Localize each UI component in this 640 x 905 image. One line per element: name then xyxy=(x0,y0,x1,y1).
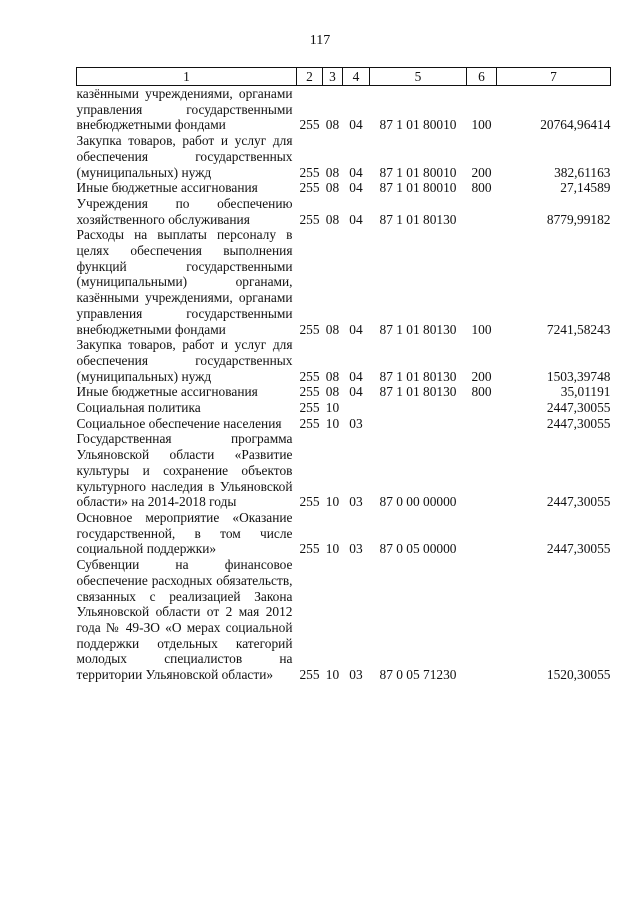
row-name: Субвенции на финансовое обеспечение расходных обязательств, связанных с реализацией Закона Ульяновской области от 2 мая 2012 года № 49-ЗО «О мерах социальной поддержки отдельных категорий молодых специалистов на территории Ульяновской области» xyxy=(76,557,293,683)
row-name: Учреждения по обеспечению хозяйственного обслуживания xyxy=(76,195,293,227)
header-row xyxy=(77,68,611,86)
table-row xyxy=(77,86,611,134)
row-code: 255 xyxy=(299,415,320,431)
row-section: 08 xyxy=(325,384,340,400)
table-row xyxy=(77,337,611,384)
row-section: 10 xyxy=(325,415,340,431)
column-header-3: 3 xyxy=(323,68,343,86)
row-amount: 20764,96414 xyxy=(540,117,611,133)
row-target-article: 87 1 01 80010 xyxy=(379,164,457,180)
table-row xyxy=(77,510,611,557)
row-expense-type xyxy=(467,510,497,557)
table-row xyxy=(77,133,611,180)
row-expense-type: 100 xyxy=(471,117,492,133)
row-target-article xyxy=(370,416,467,432)
budget-table-container xyxy=(76,67,624,683)
row-section: 10 xyxy=(325,667,340,683)
row-expense-type: 100 xyxy=(471,321,492,337)
table-row xyxy=(77,180,611,196)
row-amount: 2447,30055 xyxy=(546,541,611,557)
row-code: 255 xyxy=(299,164,320,180)
row-expense-type xyxy=(467,416,497,432)
row-section: 10 xyxy=(325,400,340,416)
row-amount: 7241,58243 xyxy=(546,321,611,337)
row-subsection xyxy=(343,400,370,416)
row-code: 255 xyxy=(299,400,320,416)
row-code: 255 xyxy=(299,321,320,337)
row-section: 08 xyxy=(325,321,340,337)
row-subsection: 04 xyxy=(349,164,363,180)
row-subsection: 04 xyxy=(349,211,363,227)
table-row xyxy=(77,431,611,510)
row-section: 08 xyxy=(325,368,340,384)
row-name: Иные бюджетные ассигнования xyxy=(76,180,258,196)
column-header-4: 4 xyxy=(343,68,370,86)
row-section: 08 xyxy=(325,211,340,227)
row-code: 255 xyxy=(299,667,320,683)
row-name: Закупка товаров, работ и услуг для обеспечения государственных (муниципальных) нужд xyxy=(76,337,293,384)
row-name: Государственная программа Ульяновской области «Развитие культуры и сохранение объектов культурного наследия в Ульяновской области» на 2014-2018 годы xyxy=(76,431,293,510)
row-subsection: 04 xyxy=(349,368,363,384)
row-section: 10 xyxy=(325,494,340,510)
row-amount: 1503,39748 xyxy=(546,368,611,384)
column-header-1: 1 xyxy=(77,68,297,86)
row-code: 255 xyxy=(299,494,320,510)
table-header xyxy=(77,68,611,86)
row-section: 08 xyxy=(325,117,340,133)
row-subsection: 03 xyxy=(349,415,363,431)
row-amount: 1520,30055 xyxy=(546,667,611,683)
page-number: 117 xyxy=(309,33,331,48)
row-subsection: 03 xyxy=(349,667,363,683)
row-amount: 2447,30055 xyxy=(546,415,611,431)
row-amount: 35,01191 xyxy=(560,384,611,400)
table-row xyxy=(77,416,611,432)
row-expense-type xyxy=(467,557,497,683)
row-code: 255 xyxy=(299,211,320,227)
row-code: 255 xyxy=(299,541,320,557)
row-target-article: 87 1 01 80010 xyxy=(379,180,457,196)
table-row xyxy=(77,196,611,227)
row-amount: 8779,99182 xyxy=(546,211,611,227)
row-subsection: 03 xyxy=(349,494,363,510)
row-code: 255 xyxy=(299,368,320,384)
row-target-article: 87 1 01 80130 xyxy=(379,384,457,400)
row-expense-type: 200 xyxy=(471,164,492,180)
row-name: казёнными учреждениями, органами управления государственными внебюджетными фондами xyxy=(76,86,293,133)
row-target-article: 87 1 01 80130 xyxy=(379,211,457,227)
row-name: Расходы на выплаты персоналу в целях обеспечения выполнения функций государственными (муниципальными) органами, казёнными учреждениями, органами управления государственными внебюджетными фондами xyxy=(76,227,293,337)
table-body xyxy=(77,86,611,683)
row-subsection: 04 xyxy=(349,321,363,337)
column-header-2: 2 xyxy=(297,68,323,86)
row-subsection: 04 xyxy=(349,384,363,400)
row-code: 255 xyxy=(299,117,320,133)
row-expense-type xyxy=(467,196,497,227)
row-target-article: 87 0 05 71230 xyxy=(379,667,457,683)
row-expense-type: 800 xyxy=(471,384,492,400)
row-target-article xyxy=(370,400,467,416)
row-expense-type: 800 xyxy=(471,180,492,196)
row-target-article: 87 1 01 80130 xyxy=(379,321,457,337)
row-section: 10 xyxy=(325,541,340,557)
row-expense-type xyxy=(467,431,497,510)
row-name: Социальная политика xyxy=(76,400,201,416)
row-amount: 27,14589 xyxy=(560,180,611,196)
table-row xyxy=(77,557,611,683)
row-expense-type xyxy=(467,400,497,416)
row-amount: 2447,30055 xyxy=(546,494,611,510)
row-name: Основное мероприятие «Оказание государственной, в том числе социальной поддержки» xyxy=(76,509,293,557)
row-target-article: 87 1 01 80010 xyxy=(379,117,457,133)
row-target-article: 87 0 00 00000 xyxy=(379,494,457,510)
row-name: Иные бюджетные ассигнования xyxy=(76,384,258,400)
row-name: Социальное обеспечение населения xyxy=(76,415,282,431)
row-target-article: 87 1 01 80130 xyxy=(379,368,457,384)
column-header-7: 7 xyxy=(497,68,611,86)
row-code: 255 xyxy=(299,384,320,400)
row-section: 08 xyxy=(325,180,340,196)
row-amount: 382,61163 xyxy=(554,164,611,180)
table-row xyxy=(77,227,611,337)
table-row xyxy=(77,400,611,416)
row-subsection: 03 xyxy=(349,541,363,557)
table-row xyxy=(77,384,611,400)
row-name: Закупка товаров, работ и услуг для обеспечения государственных (муниципальных) нужд xyxy=(76,133,293,180)
budget-table xyxy=(76,67,611,683)
row-expense-type: 200 xyxy=(471,368,492,384)
row-subsection: 04 xyxy=(349,180,363,196)
column-header-6: 6 xyxy=(467,68,497,86)
row-section: 08 xyxy=(325,164,340,180)
column-header-5: 5 xyxy=(370,68,467,86)
row-amount: 2447,30055 xyxy=(546,400,611,416)
row-code: 255 xyxy=(299,180,320,196)
row-target-article: 87 0 05 00000 xyxy=(379,541,457,557)
row-subsection: 04 xyxy=(349,117,363,133)
